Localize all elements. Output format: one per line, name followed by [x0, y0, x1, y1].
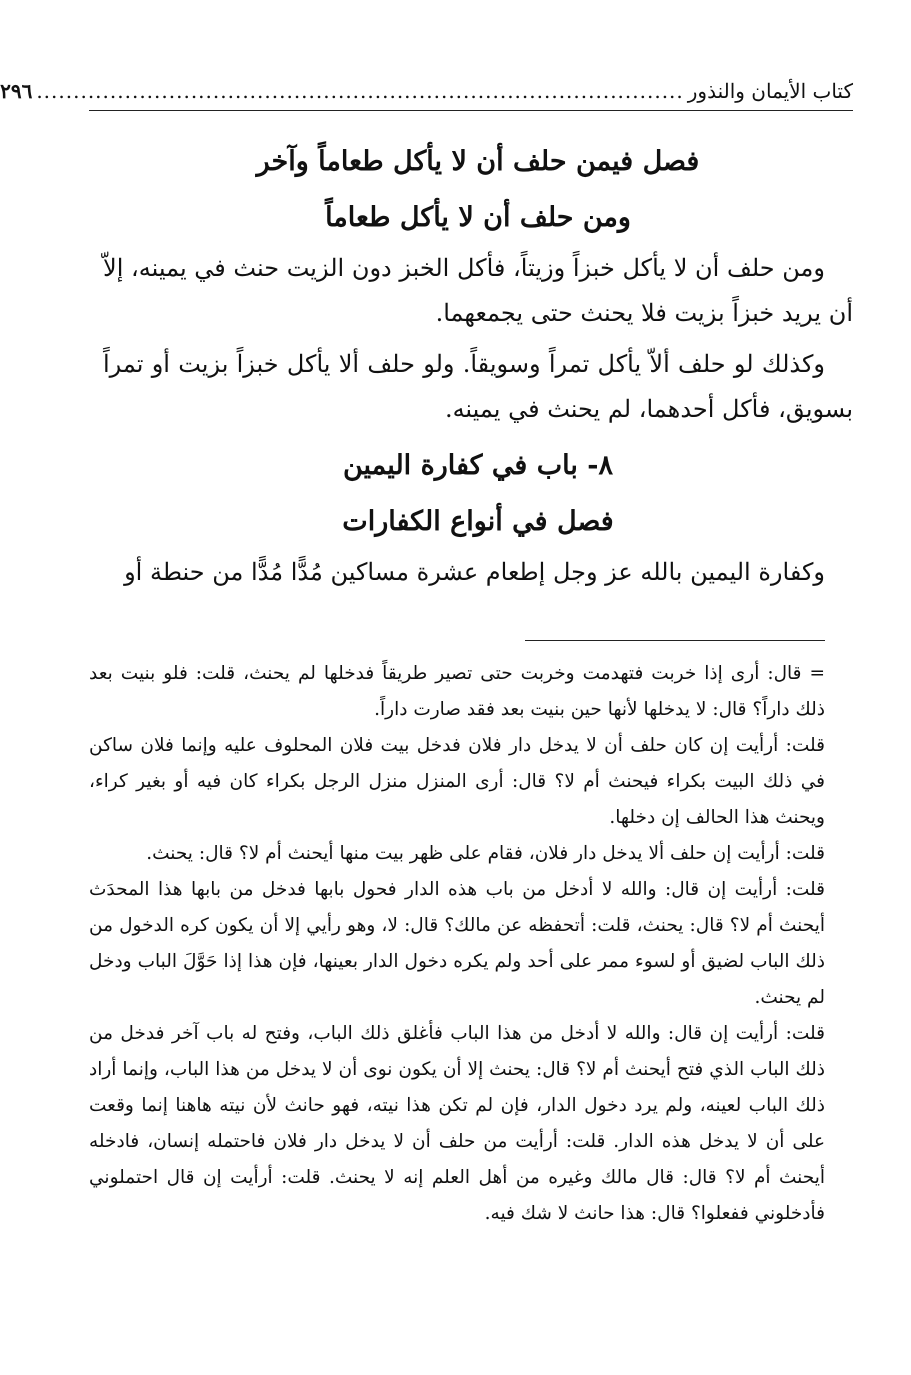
section-heading-line1: فصل فيمن حلف أن لا يأكل طعاماً وآخر — [256, 146, 700, 177]
footnote-item: قلت: أرأيت إن قال: والله لا أدخل من باب هذه الدار فحول بابها فدخل من بابها هذا المحدَث أيحنث أم لا؟ قال: يحنث، قلت: أتحفظه عن مالك؟ قال: لا، وهو رأيي إلا أن يكون كره الدخول من ذلك الباب لضيق أو لسوء ممر على أحد ولم يكره دخول الدار بعينها، فإن هذا إذا حَوَّلَ الباب ودخل لم يحنث. — [89, 879, 825, 1008]
footnote-item: قلت: أرأيت إن حلف ألا يدخل دار فلان، فقام على ظهر بيت منها أيحنث أم لا؟ قال: يحنث. — [146, 843, 825, 864]
book-title: كتاب الأيمان والنذور — [687, 79, 853, 103]
paragraph-3: وكفارة اليمين بالله عز وجل إطعام عشرة مساكين مُدًّا مُدًّا من حنطة أو — [124, 558, 825, 586]
footnote-separator — [525, 640, 825, 641]
footnote-item: قلت: أرأيت إن قال: والله لا أدخل من هذا الباب فأغلق ذلك الباب، وفتح له باب آخر فدخل من ذلك الباب الذي فتح أيحنث أم لا؟ قال: يحنث إلا أن يكون نوى أن لا يدخل من هذا الباب، وإنما أراد ذلك الباب لعينه، ولم يرد دخول الدار، فإن لم تكن هذا نيته، فهو حانث لأن نيته هاهنا إنما وقعت على أن لا يدخل هذه الدار. قلت: أرأيت من حلف أن لا يدخل دار فلان فاحتمله إنسان، فادخله أيحنث أم لا؟ قال: قال مالك وغيره من أهل العلم إنه لا يحنث. قلت: أرأيت إن قال احتملوني فأدخلوني ففعلوا؟ قال: هذا حانث لا شك فيه. — [89, 1023, 825, 1224]
footnote-item: قلت: أرأيت إن كان حلف أن لا يدخل دار فلان فدخل بيت فلان المحلوف عليه وإنما فلان ساكن في ذلك البيت بكراء فيحنث أم لا؟ قال: أرى المنزل منزل الرجل بكراء كان فيه أو بغير كراء، ويحنث هذا الحالف إن دخلها. — [89, 735, 825, 828]
main-text — [103, 134, 853, 601]
footnote-item: = قال: أرى إذا خربت فتهدمت وخربت حتى تصير طريقاً فدخلها لم يحنث، قلت: فلو بنيت بعد ذلك داراً؟ قال: لا يدخلها لأنها حين بنيت بعد فقد صارت داراً. — [89, 663, 825, 720]
page-number: ٢٩٦ — [0, 79, 33, 103]
leader-dots: ........................................................................................ — [36, 79, 684, 103]
section-heading-line2: ومن حلف أن لا يأكل طعاماً — [325, 202, 631, 233]
footnotes — [89, 656, 825, 1232]
paragraph-1: ومن حلف أن لا يأكل خبزاً وزيتاً، فأكل الخبز دون الزيت حنث في يمينه، إلاّ أن يريد خبزاً بزيت فلا يحنث حتى يجمعهما. — [103, 254, 853, 327]
running-header — [0, 78, 853, 111]
paragraph-2: وكذلك لو حلف ألاّ يأكل تمراً وسويقاً. ولو حلف ألا يأكل خبزاً بزيت أو تمراً بسويق، فأكل أحدهما، لم يحنث في يمينه. — [103, 350, 853, 423]
chapter-heading: ٨- باب في كفارة اليمين — [342, 450, 613, 481]
subsection-heading: فصل في أنواع الكفارات — [342, 506, 614, 537]
